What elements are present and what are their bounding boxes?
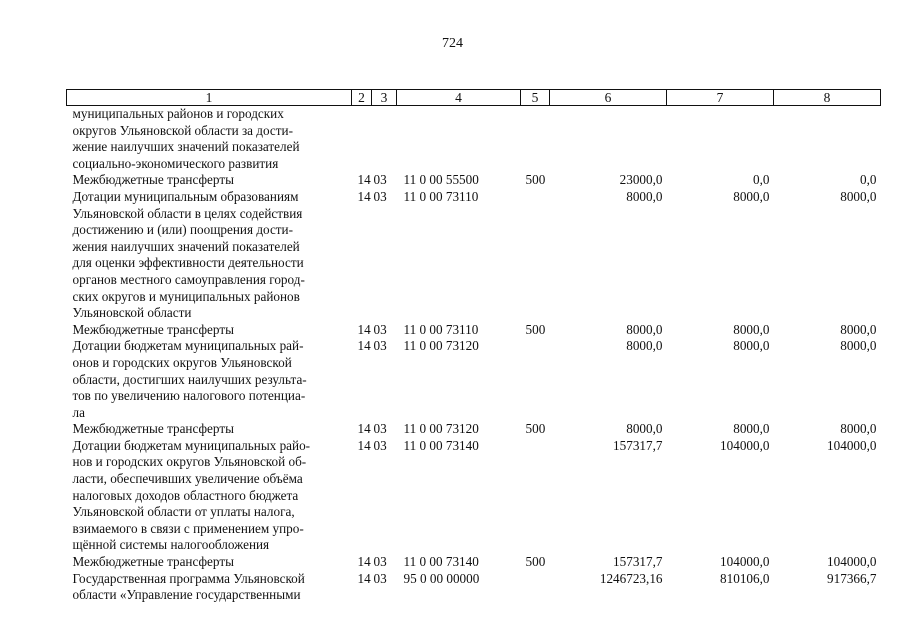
amount-col6: 8000,0: [626, 421, 663, 437]
amount-col7: 104000,0: [720, 554, 770, 570]
subsection-code: 03: [373, 321, 387, 337]
description-line: муниципальных районов и городских: [72, 106, 284, 121]
expense-type-code: [521, 338, 550, 421]
table-row: [67, 106, 881, 173]
row-description: [67, 322, 352, 339]
column-header: 2: [352, 90, 372, 106]
target-article-code: 11 0 00 73140: [403, 554, 479, 570]
target-article-code: 11 0 00 55500: [403, 172, 479, 188]
column-header: 1: [67, 90, 352, 106]
description-line: органов местного самоуправления город-: [72, 271, 305, 287]
amount-col6: [550, 106, 667, 173]
row-description: [67, 571, 352, 604]
amount-col7: [667, 106, 774, 173]
description-line: Дотации бюджетам муниципальных рай-: [72, 338, 304, 354]
table-body: [67, 106, 881, 604]
description-line: округов Ульяновской области за дости-: [72, 122, 293, 138]
expense-type-code: 500: [525, 421, 546, 437]
table-row: [67, 554, 881, 571]
description-line: Межбюджетные трансферты: [72, 321, 234, 337]
description-line: Дотации муниципальным образованиям: [72, 188, 299, 204]
section-code: 14: [357, 338, 371, 354]
amount-col7: 8000,0: [733, 188, 770, 204]
description-line: Дотации бюджетам муниципальных райо-: [72, 437, 311, 453]
table-row: [67, 421, 881, 438]
column-header: 3: [372, 90, 397, 106]
amount-col7: 8000,0: [733, 338, 770, 354]
row-description: [67, 172, 352, 189]
expense-type-code: 500: [525, 172, 546, 188]
description-line: для оценки эффективности деятельности: [72, 255, 304, 271]
amount-col7: 8000,0: [733, 321, 770, 337]
description-line: достижению и (или) поощрения дости-: [72, 222, 294, 238]
section-code: 14: [357, 437, 371, 453]
row-description: [67, 421, 352, 438]
expense-type-code: [521, 571, 550, 604]
row-description: [67, 106, 352, 173]
row-description: [67, 338, 352, 421]
description-line: Ульяновской области от уплаты налога,: [72, 504, 295, 520]
description-line: Государственная программа Ульяновской: [72, 570, 305, 586]
amount-col6: 1246723,16: [599, 570, 663, 586]
description-line: Межбюджетные трансферты: [72, 421, 234, 437]
subsection-code: 03: [373, 554, 387, 570]
description-line: Ульяновской области: [72, 305, 192, 321]
target-article-code: 11 0 00 73140: [403, 437, 479, 453]
section-code: 14: [357, 188, 371, 204]
subsection-code: 03: [373, 338, 387, 354]
subsection-code: [372, 106, 397, 173]
table-row: [67, 172, 881, 189]
description-line: Межбюджетные трансферты: [72, 172, 234, 188]
amount-col6: 23000,0: [619, 172, 663, 188]
section-code: 14: [357, 321, 371, 337]
amount-col6: 8000,0: [626, 338, 663, 354]
section-code: 14: [357, 421, 371, 437]
target-article-code: [397, 106, 521, 173]
column-header: 7: [667, 90, 774, 106]
amount-col8: 8000,0: [840, 421, 877, 437]
subsection-code: 03: [373, 172, 387, 188]
description-line: тов по увеличению налогового потенциа-: [72, 388, 306, 404]
description-line: области, достигших наилучших результа-: [72, 371, 307, 387]
target-article-code: 11 0 00 73120: [403, 338, 479, 354]
target-article-code: 11 0 00 73110: [403, 188, 479, 204]
row-description: [67, 189, 352, 322]
description-line: нов и городских округов Ульяновской об-: [72, 454, 307, 470]
description-line: онов и городских округов Ульяновской: [72, 354, 292, 370]
description-line: налоговых доходов областного бюджета: [72, 487, 299, 503]
row-description: [67, 554, 352, 571]
description-line: социально-экономического развития: [72, 155, 279, 171]
amount-col6: 8000,0: [626, 321, 663, 337]
subsection-code: 03: [373, 421, 387, 437]
expense-type-code: [521, 106, 550, 173]
amount-col7: 8000,0: [733, 421, 770, 437]
column-header: 5: [521, 90, 550, 106]
subsection-code: 03: [373, 437, 387, 453]
column-header: 4: [397, 90, 521, 106]
section-code: [352, 106, 372, 173]
target-article-code: 95 0 00 00000: [403, 570, 480, 586]
amount-col7: 104000,0: [720, 437, 770, 453]
description-line: ласти, обеспечивших увеличение объёма: [72, 471, 303, 487]
description-line: ских округов и муниципальных районов: [72, 288, 300, 304]
target-article-code: 11 0 00 73120: [403, 421, 479, 437]
amount-col7: 0,0: [753, 172, 770, 188]
table-row: [67, 571, 881, 604]
amount-col8: 917366,7: [827, 570, 877, 586]
subsection-code: 03: [373, 570, 387, 586]
description-line: жение наилучших значений показателей: [72, 139, 300, 155]
column-header: 8: [774, 90, 881, 106]
description-line: Ульяновской области в целях содействия: [72, 205, 303, 221]
expense-type-code: [521, 438, 550, 554]
column-header: 6: [550, 90, 667, 106]
amount-col7: 810106,0: [720, 570, 770, 586]
amount-col8: 8000,0: [840, 321, 877, 337]
amount-col8: [774, 106, 881, 173]
budget-table: [66, 89, 881, 604]
table-header-row: [67, 90, 881, 106]
amount-col6: 157317,7: [613, 437, 663, 453]
amount-col8: 0,0: [860, 172, 877, 188]
amount-col6: 8000,0: [626, 188, 663, 204]
expense-type-code: 500: [525, 321, 546, 337]
section-code: 14: [357, 172, 371, 188]
description-line: щённой системы налогообложения: [72, 537, 270, 553]
amount-col6: 157317,7: [613, 554, 663, 570]
description-line: области «Управление государственными: [72, 587, 301, 603]
section-code: 14: [357, 570, 371, 586]
page-number: 724: [442, 36, 463, 51]
description-line: взимаемого в связи с применением упро-: [72, 520, 304, 536]
table-row: [67, 338, 881, 421]
amount-col8: 104000,0: [827, 554, 877, 570]
target-article-code: 11 0 00 73110: [403, 321, 479, 337]
description-line: Межбюджетные трансферты: [72, 554, 234, 570]
section-code: 14: [357, 554, 371, 570]
table-row: [67, 438, 881, 554]
table-row: [67, 189, 881, 322]
amount-col8: 8000,0: [840, 188, 877, 204]
expense-type-code: [521, 189, 550, 322]
description-line: жения наилучших значений показателей: [72, 238, 300, 254]
table-row: [67, 322, 881, 339]
amount-col8: 8000,0: [840, 338, 877, 354]
amount-col8: 104000,0: [827, 437, 877, 453]
expense-type-code: 500: [525, 554, 546, 570]
row-description: [67, 438, 352, 554]
description-line: ла: [72, 404, 85, 420]
subsection-code: 03: [373, 188, 387, 204]
